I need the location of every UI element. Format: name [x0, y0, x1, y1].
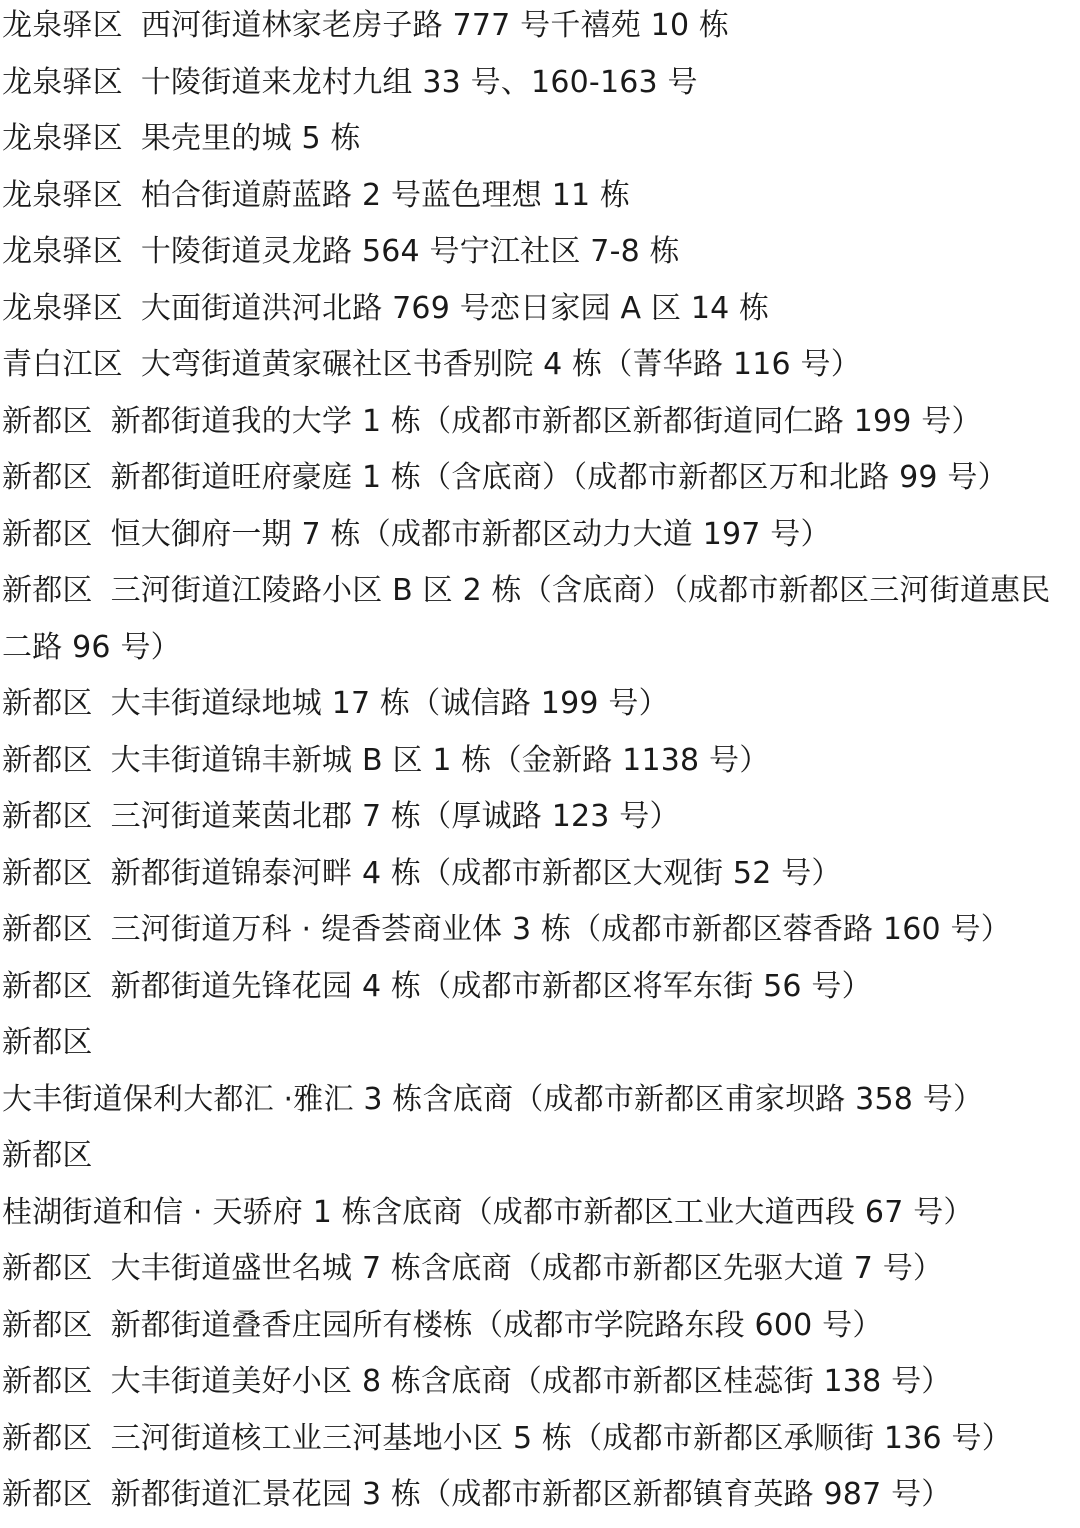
address-entry	[2, 1128, 1080, 1241]
street-address: 大丰街道保利大都汇 ·雅汇 3 栋含底商（成都市新都区甫家坝路 358 号）	[2, 1081, 984, 1117]
address-entry	[2, 168, 1080, 225]
district-name: 新都区	[2, 1364, 93, 1399]
street-address: 恒大御府一期 7 栋（成都市新都区动力大道 197 号）	[110, 516, 831, 552]
district-name: 龙泉驿区	[2, 8, 123, 43]
district-name: 新都区	[2, 516, 93, 552]
address-entry	[2, 1354, 1080, 1411]
address-entry	[2, 959, 1080, 1016]
street-address: 三河街道核工业三河基地小区 5 栋（成都市新都区承顺街 136 号）	[110, 1420, 1012, 1456]
district-name: 龙泉驿区	[2, 64, 123, 100]
address-entry	[2, 563, 1080, 676]
district-name: 新都区	[2, 799, 93, 834]
street-address: 新都街道汇景花园 3 栋（成都市新都区新都镇育英路 987 号）	[110, 1477, 952, 1512]
district-name: 新都区	[2, 573, 93, 608]
address-entry	[2, 55, 1080, 112]
address-entry	[2, 507, 1080, 564]
district-name: 新都区	[2, 912, 93, 947]
street-address: 三河街道莱茵北郡 7 栋（厚诚路 123 号）	[110, 799, 680, 834]
address-entry	[2, 1298, 1080, 1355]
address-entry	[2, 846, 1080, 903]
street-address: 十陵街道来龙村九组 33 号、160-163 号	[140, 64, 698, 100]
address-entry	[2, 281, 1080, 338]
street-address: 新都街道我的大学 1 栋（成都市新都区新都街道同仁路 199 号）	[110, 403, 982, 439]
district-name: 新都区	[2, 1477, 93, 1512]
district-name: 青白江区	[2, 347, 123, 382]
district-name: 新都区	[2, 855, 93, 891]
street-address: 新都街道锦泰河畔 4 栋（成都市新都区大观街 52 号）	[110, 855, 842, 891]
street-address: 新都街道旺府豪庭 1 栋（含底商）（成都市新都区万和北路 99 号）	[110, 460, 1008, 495]
district-name: 龙泉驿区	[2, 290, 123, 326]
address-entry	[2, 450, 1080, 507]
street-address: 新都街道叠香庄园所有楼栋（成都市学院路东段 600 号）	[110, 1307, 883, 1343]
street-address: 西河街道林家老房子路 777 号千禧苑 10 栋	[140, 8, 730, 43]
street-address: 柏合街道蔚蓝路 2 号蓝色理想 11 栋	[140, 177, 631, 213]
address-list	[2, 0, 1080, 1524]
district-name: 龙泉驿区	[2, 177, 123, 213]
address-entry	[2, 111, 1080, 168]
street-address: 果壳里的城 5 栋	[140, 121, 361, 156]
district-name: 龙泉驿区	[2, 121, 123, 156]
address-entry	[2, 337, 1080, 394]
district-name: 新都区	[2, 460, 93, 495]
address-entry	[2, 676, 1080, 733]
district-name: 新都区	[2, 1251, 93, 1286]
district-name: 新都区	[2, 1307, 93, 1343]
street-address: 十陵街道灵龙路 564 号宁江社区 7-8 栋	[140, 234, 680, 269]
street-address: 大丰街道绿地城 17 栋（诚信路 199 号）	[110, 686, 669, 721]
address-entry	[2, 224, 1080, 281]
street-address: 三河街道江陵路小区 B 区 2 栋（含底商）（成都市新都区三河街道惠民二路 96 号）	[2, 573, 1051, 665]
district-name: 新都区	[2, 1138, 93, 1173]
address-entry	[2, 0, 1080, 55]
street-address: 三河街道万科 · 缇香荟商业体 3 栋（成都市新都区蓉香路 160 号）	[110, 912, 1011, 947]
district-name: 新都区	[2, 968, 93, 1004]
street-address: 大面街道洪河北路 769 号恋日家园 A 区 14 栋	[140, 290, 770, 326]
address-entry	[2, 1467, 1080, 1524]
district-name: 新都区	[2, 1025, 93, 1060]
district-name: 新都区	[2, 403, 93, 439]
street-address: 大丰街道锦丰新城 B 区 1 栋（金新路 1138 号）	[110, 742, 770, 778]
district-name: 新都区	[2, 686, 93, 721]
address-entry	[2, 733, 1080, 790]
address-entry	[2, 902, 1080, 959]
district-name: 新都区	[2, 1420, 93, 1456]
district-name: 新都区	[2, 742, 93, 778]
street-address: 新都街道先锋花园 4 栋（成都市新都区将军东街 56 号）	[110, 968, 872, 1004]
street-address: 桂湖街道和信 · 天骄府 1 栋含底商（成都市新都区工业大道西段 67 号）	[2, 1194, 974, 1230]
address-entry	[2, 1241, 1080, 1298]
street-address: 大丰街道盛世名城 7 栋含底商（成都市新都区先驱大道 7 号）	[110, 1251, 944, 1286]
street-address: 大弯街道黄家碾社区书香别院 4 栋（菁华路 116 号）	[140, 347, 861, 382]
address-entry	[2, 394, 1080, 451]
address-entry	[2, 1411, 1080, 1468]
district-name: 龙泉驿区	[2, 234, 123, 269]
street-address: 大丰街道美好小区 8 栋含底商（成都市新都区桂蕊街 138 号）	[110, 1364, 952, 1399]
address-entry	[2, 1015, 1080, 1128]
address-entry	[2, 789, 1080, 846]
